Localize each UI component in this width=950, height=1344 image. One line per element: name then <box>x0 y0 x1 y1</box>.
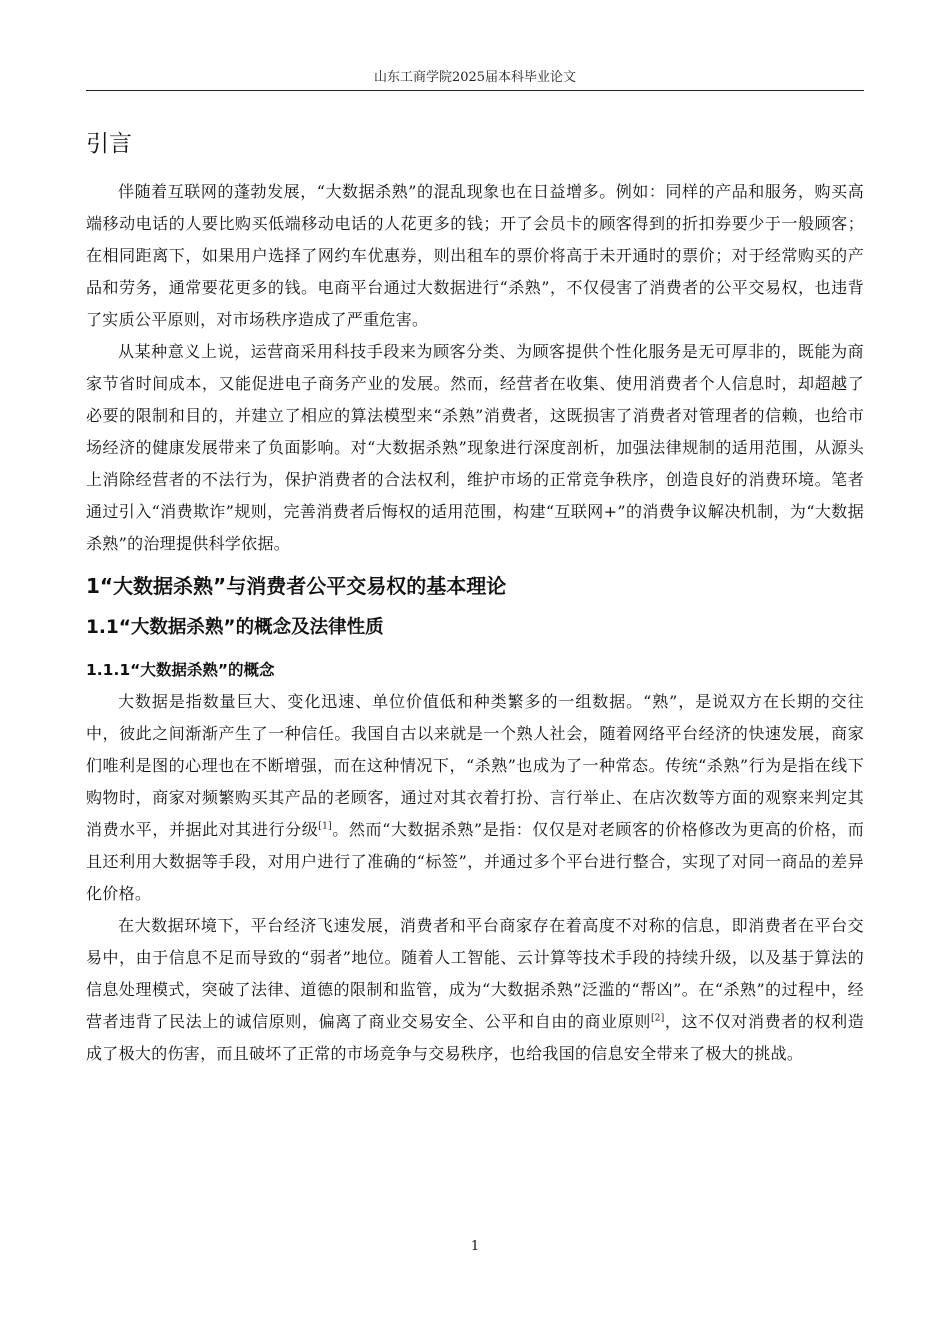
page-number: 1 <box>470 1239 480 1254</box>
concept-paragraph-2-text: 在大数据环境下，平台经济飞速发展，消费者和平台商家存在着高度不对称的信息，即消费者在平台交易中，由于信息不足而导致的“弱者”地位。随着人工智能、云计算等技术手段的持续升级，以及基于算法的信息处理模式，突破了法律、道德的限制和监管，成为“大数据杀熟”泛滥的“帮凶”。在“杀熟”的过程中，经营者违背了民法上的诚信原则，偏离了商业交易安全、公平和自由的商业原则 <box>86 916 864 1031</box>
section-1-1-1-heading: 1.1.1“大数据杀熟”的概念 <box>86 661 275 679</box>
citation-1[interactable]: [1] <box>318 821 332 832</box>
intro-paragraph-2: 从某种意义上说，运营商采用科技手段来为顾客分类、为顾客提供个性化服务是无可厚非的，既能为商家节省时间成本，又能促进电子商务产业的发展。然而，经营者在收集、使用消费者个人信息时，却超越了必要的限制和目的，并建立了相应的算法模型来“杀熟”消费者，这既损害了消费者对管理者的信赖，也给市场经济的健康发展带来了负面影响。对“大数据杀熟”现象进行深度剖析，加强法律规制的适用范围，从源头上消除经营者的不法行为，保护消费者的合法权利，维护市场的正常竞争秩序，创造良好的消费环境。笔者通过引入“消费欺诈”规则，完善消费者后悔权的适用范围，构建“互联网+”的消费争议解决机制，为“大数据杀熟”的治理提供科学依据。 <box>86 342 864 553</box>
running-header: 山东工商学院2025届本科毕业论文 <box>86 66 864 91</box>
page-content <box>86 124 864 1070</box>
concept-paragraph-2-text-end: ，这不仅对消费者的权利造成了极大的伤害，而且破坏了正常的市场竞争与交易秩序，也给我国的信息安全带来了极大的挑战。 <box>86 1012 865 1063</box>
concept-paragraph-1-text-end: 。然而“大数据杀熟”是指：仅仅是对老顾客的价格修改为更高的价格，而且还利用大数据等手段，对用户进行了准确的“标签”，并通过多个平台进行整合，实现了对同一商品的差异化价格。 <box>86 820 865 903</box>
citation-2[interactable]: [2] <box>650 1013 665 1024</box>
section-1-heading: 1“大数据杀熟”与消费者公平交易权的基本理论 <box>86 574 507 598</box>
concept-paragraph-2 <box>86 910 864 1070</box>
intro-paragraph-1: 伴随着互联网的蓬勃发展，“大数据杀熟”的混乱现象也在日益增多。例如：同样的产品和服务，购买高端移动电话的人要比购买低端移动电话的人花更多的钱；开了会员卡的顾客得到的折扣券要少于一般顾客；在相同距离下，如果用户选择了网约车优惠券，则出租车的票价将高于未开通时的票价；对于经常购买的产品和劳务，通常要花更多的钱。电商平台通过大数据进行“杀熟”，不仅侵害了消费者的公平交易权，也违背了实质公平原则，对市场秩序造成了严重危害。 <box>86 182 864 329</box>
intro-heading: 引言 <box>86 131 132 157</box>
concept-paragraph-1 <box>86 686 864 910</box>
concept-paragraph-1-text: 大数据是指数量巨大、变化迅速、单位价值低和种类繁多的一组数据。“熟”，是说双方在长期的交往中，彼此之间渐渐产生了一种信任。我国自古以来就是一个熟人社会，随着网络平台经济的快速发展，商家们唯利是图的心理也在不断增强，而在这种情况下，“杀熟”也成为了一种常态。传统“杀熟”行为是指在线下购物时，商家对频繁购买其产品的老顾客，通过对其衣着打扮、言行举止、在店次数等方面的观察来判定其消费水平，并据此对其进行分级 <box>86 692 864 839</box>
section-1-1-heading: 1.1“大数据杀熟”的概念及法律性质 <box>86 617 384 638</box>
